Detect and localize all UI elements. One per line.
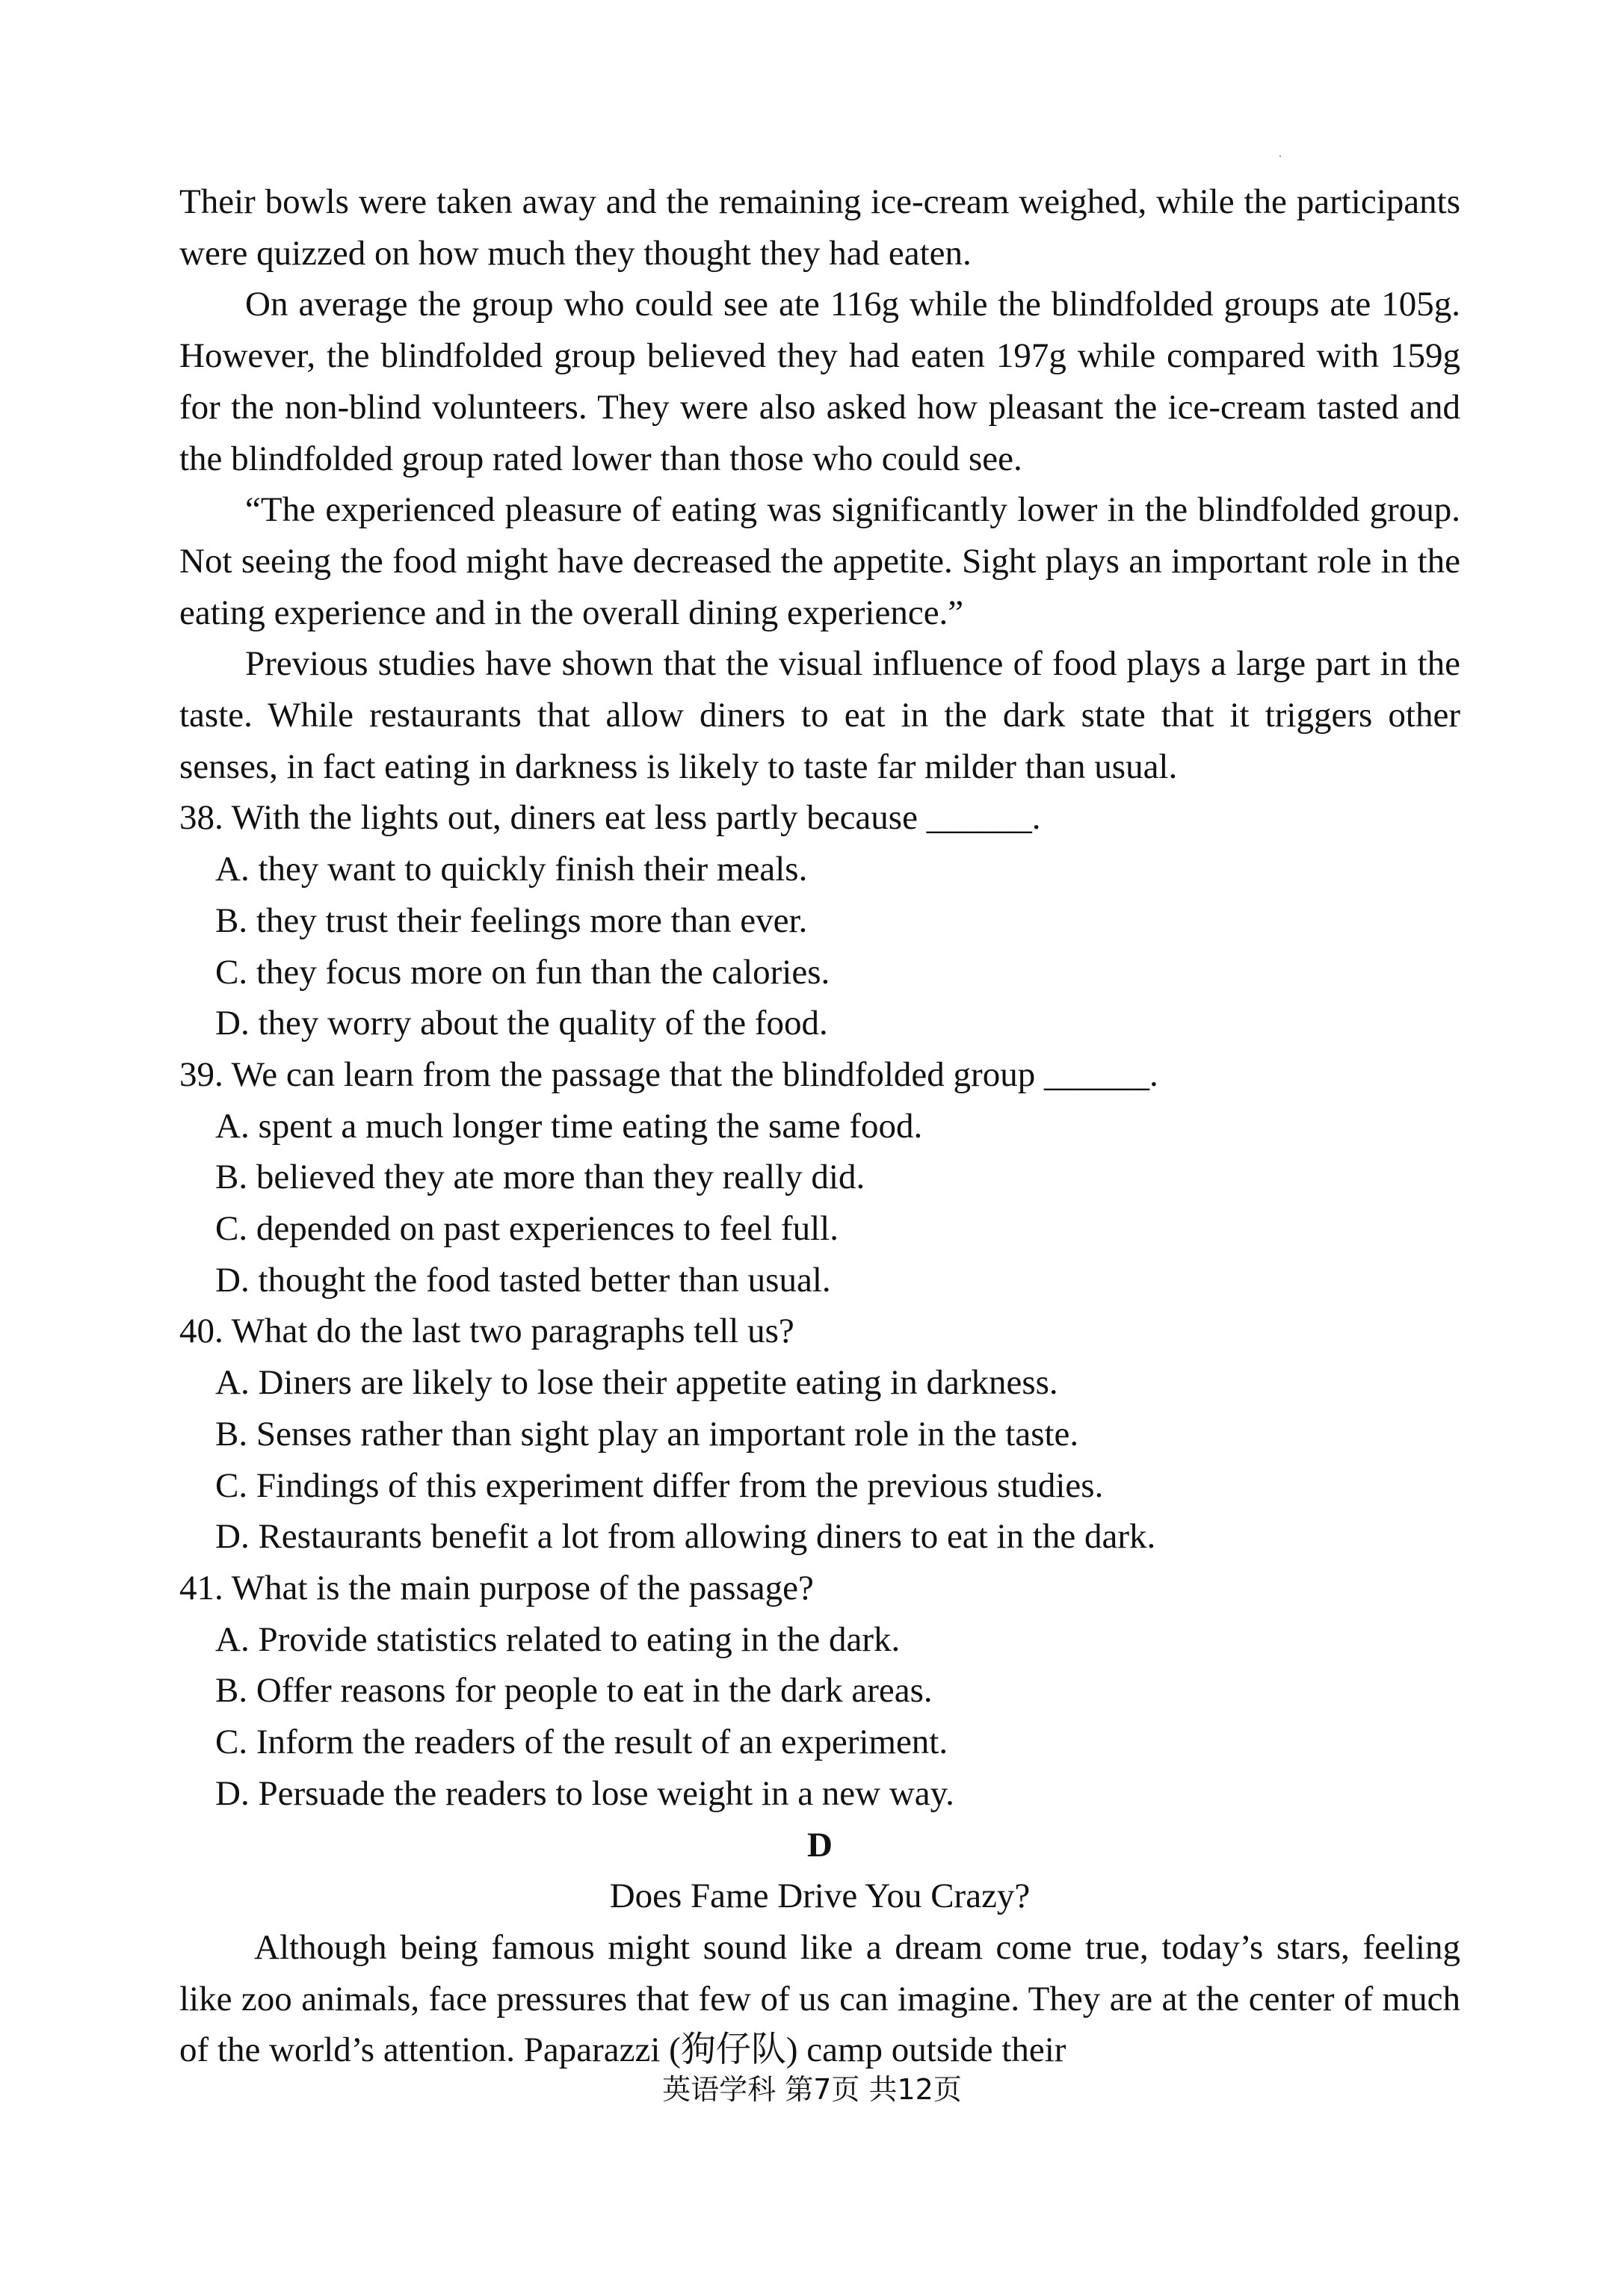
question-38-option-d: D. they worry about the quality of the food. [215,1004,828,1043]
question-39-option-c: C. depended on past experiences to feel full. [215,1209,839,1249]
passage-c-paragraph-3: “The experienced pleasure of eating was significantly lower in the blindfolded group. Not seeing the food might have decreased the appetite. Sight plays an important role in the eating experience and in the overall dining experience.” [179,490,1460,632]
question-38-option-c: C. they focus more on fun than the calories. [215,952,830,992]
page-footer: 英语学科 第7页 共12页 [662,2073,962,2106]
question-40-option-d: D. Restaurants benefit a lot from allowing diners to eat in the dark. [215,1517,1156,1557]
question-41 [179,1563,1460,1820]
question-41-option-a: A. Provide statistics related to eating in the dark. [215,1619,901,1659]
question-41-stem: 41. What is the main purpose of the passage? [179,1568,814,1607]
question-40-option-a: A. Diners are likely to lose their appetite eating in darkness. [215,1363,1058,1403]
section-d-letter: D [807,1825,833,1865]
question-40-option-b: B. Senses rather than sight play an important role in the taste. [215,1414,1079,1454]
question-38-option-b: B. they trust their feelings more than ever. [215,901,808,940]
question-41-option-c: C. Inform the readers of the result of an experiment. [215,1723,948,1762]
question-39-option-a: A. spent a much longer time eating the same food. [215,1106,923,1146]
question-38 [179,792,1460,1049]
question-41-option-b: B. Offer reasons for people to eat in the dark areas. [215,1671,933,1711]
question-40-option-c: C. Findings of this experiment differ from the previous studies. [215,1465,1104,1505]
question-38-stem: 38. With the lights out, diners eat less partly because ______. [179,798,1041,838]
section-d-title: Does Fame Drive You Crazy? [609,1877,1031,1916]
question-40-stem: 40. What do the last two paragraphs tell us? [179,1312,794,1351]
passage-c-paragraph-4: Previous studies have shown that the visual influence of food plays a large part in the taste. While restaurants that allow diners to eat in the dark state that it triggers other senses, in fact eating in darkness is likely to taste far milder than usual. [179,644,1460,786]
scan-speck [1279,155,1281,157]
question-40 [179,1306,1460,1563]
section-d-paragraph: Although being famous might sound like a dream come true, today’s stars, feeling like zoo animals, face pressures that few of us can imagine. They are at the center of much of the world’s attention. Paparazzi (狗仔队) camp outside their [179,1927,1460,2070]
question-39-option-d: D. thought the food tasted better than usual. [215,1260,831,1300]
passage-c-paragraph-1: Their bowls were taken away and the remaining ice-cream weighed, while the participants were quizzed on how much they thought they had eaten. [179,182,1460,273]
question-39-option-b: B. believed they ate more than they really did. [215,1158,865,1197]
question-39 [179,1049,1460,1306]
question-41-option-d: D. Persuade the readers to lose weight in a new way. [215,1773,954,1813]
exam-page [179,176,1460,2076]
question-39-stem: 39. We can learn from the passage that the blindfolded group ______. [179,1054,1158,1094]
question-38-option-a: A. they want to quickly finish their meals. [215,850,808,889]
passage-c-paragraph-2: On average the group who could see ate 116g while the blindfolded groups ate 105g. However, the blindfolded group believed they had eaten 197g while compared with 159g for the non-blind volunteers. They were also asked how pleasant the ice-cream tasted and the blindfolded group rated lower than those who could see. [179,285,1460,478]
